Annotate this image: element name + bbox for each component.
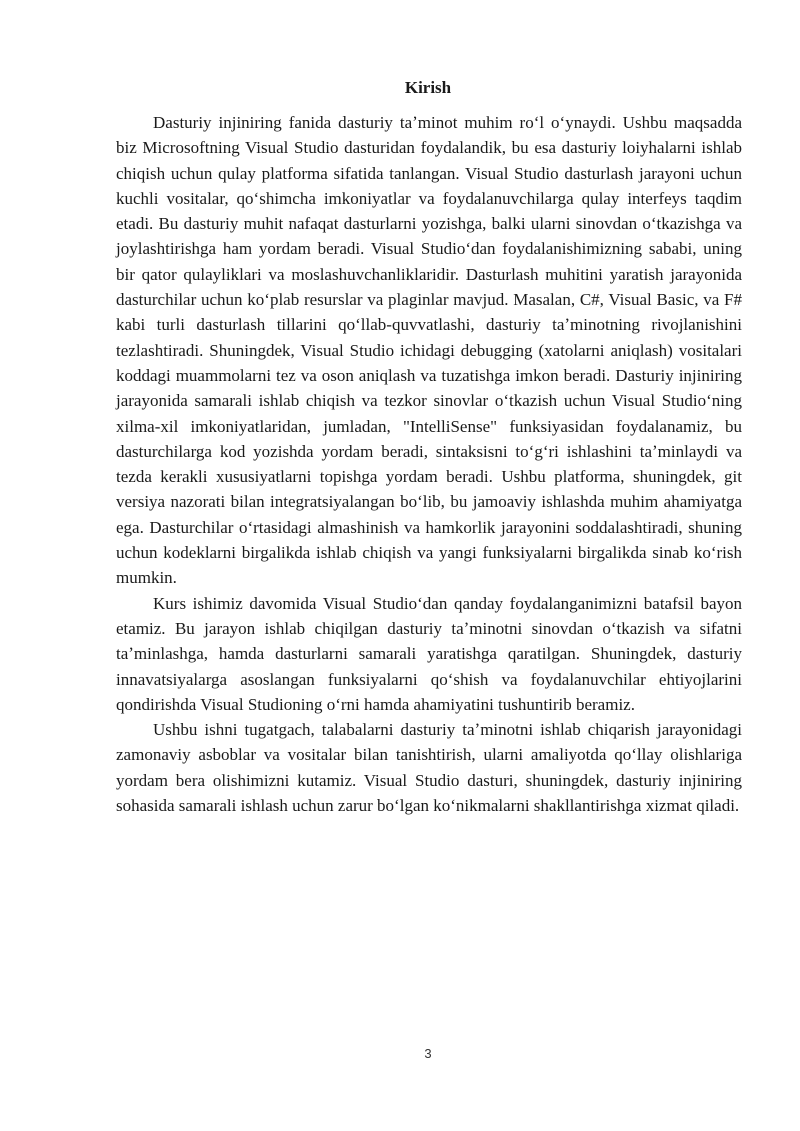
page-title: Kirish (404, 78, 452, 97)
paragraph-3: Ushbu ishni tugatgach, talabalarni dasturiy taʼminotni ishlab chiqarish jarayonidagi zamonaviy asboblar va vositalar bilan tanishtirish, ularni amaliyotda qoʻllay olishlariga yordam bera olishimizni kutamiz. Visual Studio dasturi, shuningdek, dasturiy injiniring sohasida samarali ishlash uchun zarur boʻlgan koʻnikmalarni shakllantirishga xizmat qiladi. (116, 720, 742, 816)
body-text (116, 110, 742, 818)
paragraph-2: Kurs ishimiz davomida Visual Studioʻdan qanday foydalanganimizni batafsil bayon etamiz. Bu jarayon ishlab chiqilgan dasturiy taʼminotni sinovdan oʻtkazish va sifatni taʼminlashga, hamda dasturlarni samarali yaratishga qaratilgan. Shuningdek, dasturiy innavatsiyalarga asoslangan funksiyalarni qoʻshish va foydalanuvchilar ehtiyojlarini qondirishda Visual Studioning oʻrni hamda ahamiyatini tushuntirib beramiz. (116, 593, 742, 714)
page-number: 3 (424, 1046, 432, 1061)
paragraph-1: Dasturiy injiniring fanida dasturiy taʼminot muhim roʻl oʻynaydi. Ushbu maqsadda biz Microsoftning Visual Studio dasturidan foydalandik, bu esa dasturiy loiyhalarni ishlab chiqish uchun qulay platforma sifatida tanlangan. Visual Studio dasturlash jarayoni uchun kuchli vositalar, qoʻshimcha imkoniyatlar va foydalanuvchilarga qulay interfeys taqdim etadi. Bu dasturiy muhit nafaqat dasturlarni yozishga, balki ularni sinovdan oʻtkazishga va joylashtirishga ham yordam beradi. Visual Studioʻdan foydalanishimizning sababi, uning bir qator qulayliklari va moslashuvchanliklaridir. Dasturlash muhitini yaratish jarayonida dasturchilar uchun koʻplab resurslar va plaginlar mavjud. Masalan, C#, Visual Basic, va F# kabi turli dasturlash tillarini qoʻllab-quvvatlashi, dasturiy taʼminotning rivojlanishini tezlashtiradi. Shuningdek, Visual Studio ichidagi debugging (xatolarni aniqlash) vositalari koddagi muammolarni tez va oson aniqlash va tuzatishga imkon beradi. Dasturiy injiniring jarayonida samarali ishlab chiqish va tezkor sinovlar oʻtkazish uchun Visual Studioʻning xilma-xil imkoniyatlaridan, jumladan, "IntelliSense" funksiyasidan foydalanamiz, bu dasturchilarga kod yozishda yordam beradi, sintaksisni toʻgʻri ishlashini taʼminlaydi va tezda kerakli xususiyatlarni topishga yordam beradi. Ushbu platforma, shuningdek, git versiya nazorati bilan integratsiyalangan boʻlib, bu jamoaviy ishlashda muhim ahamiyatga ega. Dasturchilar oʻrtasidagi almashinish va hamkorlik jarayonini soddalashtiradi, shuning uchun kodeklarni birgalikda ishlab chiqish va yangi funksiyalarni birgalikda sinab koʻrish mumkin. (116, 113, 742, 588)
